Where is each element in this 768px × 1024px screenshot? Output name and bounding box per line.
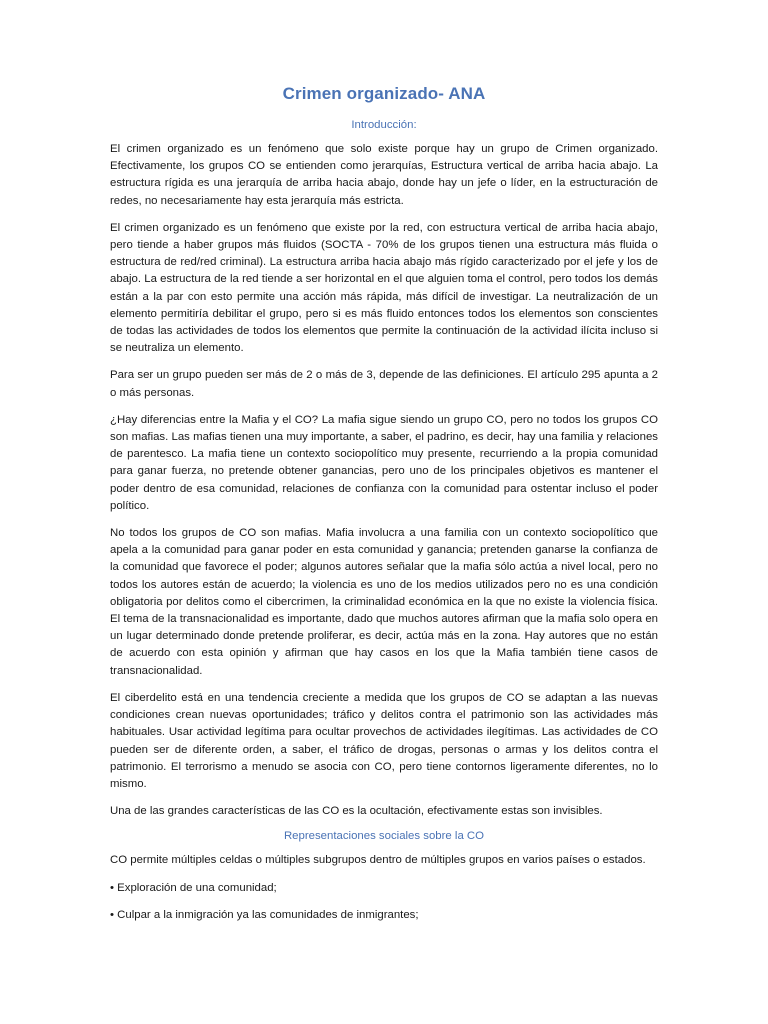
- paragraph-5: No todos los grupos de CO son mafias. Mafia involucra a una familia con un contexto sociopolítico que apela a la comunidad para ganar poder en esta comunidad y ganancia; pretenden ganarse la confianza de la comunidad que favorece el poder; algunos autores señalar que la mafia sólo actúa a nivel local, pero no todos los autores están de acuerdo; la violencia es uno de los medios utilizados pero no es una condición obligatoria por delitos como el cibercrimen, la criminalidad económica en la que no existe la violencia física. El tema de la transnacionalidad es importante, dado que muchos autores afirman que la mafia solo opera en un lugar determinado donde pretende proliferar, es decir, actúa más en la zona. Hay autores que no están de acuerdo con esta opinión y afirman que hay casos en los que la Mafia también tiene casos de transnacionalidad.: [110, 527, 658, 677]
- section-heading-introduccion: Introducción:: [351, 119, 417, 131]
- page-title: Crimen organizado- ANA: [282, 84, 486, 103]
- paragraph-2: El crimen organizado es un fenómeno que existe por la red, con estructura vertical de arriba hacia abajo, pero tiende a haber grupos más fluidos (SOCTA - 70% de los grupos tienen una estructura más fluida o estructura de red/red criminal). La estructura arriba hacia abajo más rígido caracterizado por el jefe y los de abajo. La estructura de la red tiende a ser horizontal en el que alguien toma el control, pero todos los demás están a la par con esto permite una acción más rápida, más difícil de investigar. La neutralización de un elemento permitiría debilitar el grupo, pero si es más fluido entonces todos los elementos son conscientes de todas las actividades de todos los elementos que permite la continuación de la actividad ilícita incluso si se neutraliza un elemento.: [110, 221, 658, 355]
- paragraph-7: Una de las grandes características de las CO es la ocultación, efectivamente estas son invisibles.: [110, 805, 603, 818]
- bullet-item-2: • Culpar a la inmigración ya las comunidades de inmigrantes;: [110, 908, 419, 921]
- paragraph-4: ¿Hay diferencias entre la Mafia y el CO? La mafia sigue siendo un grupo CO, pero no todos los grupos CO son mafias. Las mafias tienen una muy importante, a saber, el padrino, es decir, hay una familia y relaciones de parentesco. La mafia tiene un contexto sociopolítico muy presente, recurriendo a la propia comunidad para ganar fuerza, no pretende obtener ganancias, pero uno de los principales objetivos es mantener el poder dentro de esa comunidad, relaciones de confianza con la comunidad para ostentar incluso el poder político.: [110, 413, 658, 512]
- paragraph-8: CO permite múltiples celdas o múltiples subgrupos dentro de múltiples grupos en varios países o estados.: [110, 854, 646, 867]
- paragraph-1: El crimen organizado es un fenómeno que solo existe porque hay un grupo de Crimen organizado. Efectivamente, los grupos CO se entienden como jerarquías, Estructura vertical de arriba hacia abajo. La estructura rígida es una jerarquía de arriba hacia abajo, donde hay un jefe o líder, en la estructuración de redes, no necesariamente hay esta jerarquía más estricta.: [110, 143, 658, 207]
- bullet-item-1: • Exploración de una comunidad;: [110, 881, 277, 894]
- paragraph-6: El ciberdelito está en una tendencia creciente a medida que los grupos de CO se adaptan a las nuevas condiciones crean nuevas oportunidades; tráfico y delitos contra el patrimonio son las actividades más habituales. Usar actividad legítima para ocultar provechos de actividades ilegítimas. Las actividades de CO pueden ser de diferente orden, a saber, el tráfico de drogas, personas o armas y los delitos contra el patrimonio. El terrorismo a menudo se asocia con CO, pero tiene contornos ligeramente diferentes, no lo mismo.: [110, 691, 658, 790]
- paragraph-3: Para ser un grupo pueden ser más de 2 o más de 3, depende de las definiciones. El artículo 295 apunta a 2 o más personas.: [110, 369, 658, 399]
- section-heading-representaciones: Representaciones sociales sobre la CO: [283, 830, 485, 843]
